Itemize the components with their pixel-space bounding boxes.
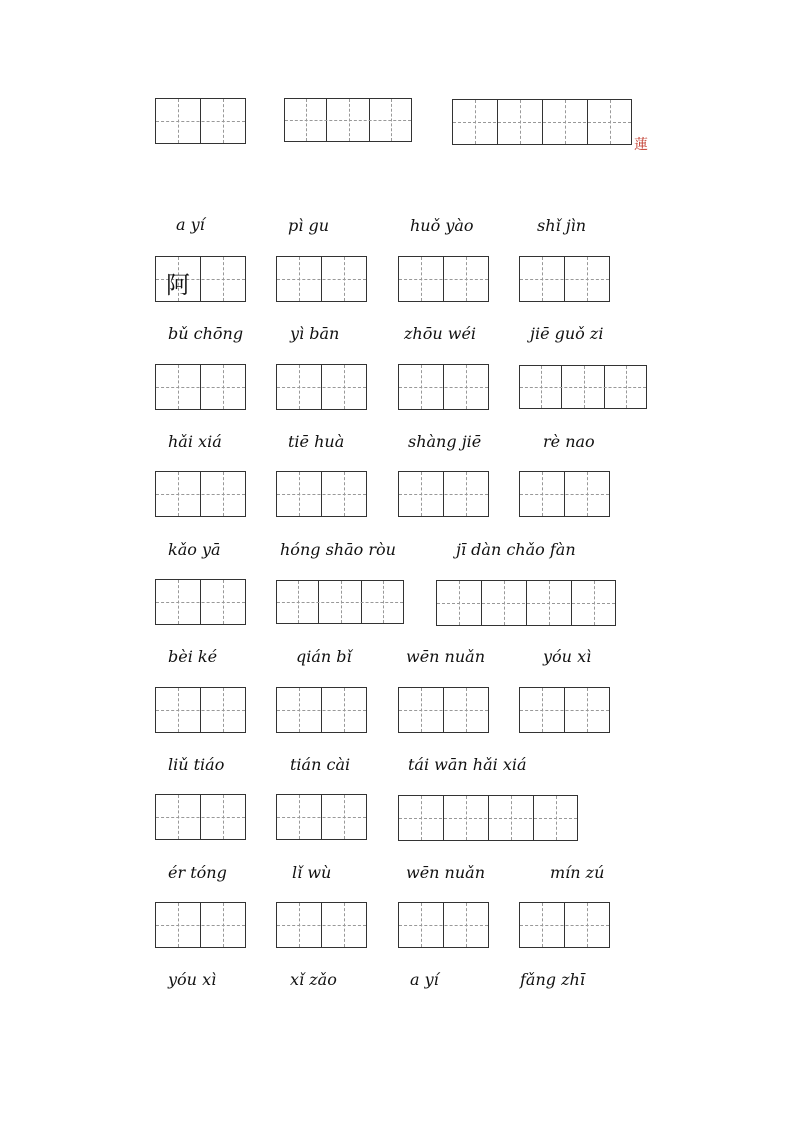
- answer-box[interactable]: [155, 687, 246, 733]
- pinyin-label: bǔ chōng: [168, 324, 244, 343]
- pinyin-label: pì gu: [288, 216, 329, 235]
- pinyin-label: qián bǐ: [296, 647, 352, 666]
- pinyin-label: liǔ tiáo: [168, 755, 225, 774]
- answer-box[interactable]: [519, 902, 610, 948]
- answer-box[interactable]: [155, 364, 246, 410]
- answer-box[interactable]: [276, 256, 367, 302]
- prefilled-character: 阿: [166, 271, 190, 299]
- pinyin-label: fǎng zhī: [520, 970, 585, 989]
- pinyin-label: shǐ jìn: [537, 216, 587, 235]
- answer-box[interactable]: [398, 471, 489, 517]
- answer-box[interactable]: [276, 687, 367, 733]
- answer-box[interactable]: [155, 579, 246, 625]
- pinyin-label: yì bān: [290, 324, 340, 343]
- pinyin-label: tián cài: [290, 755, 351, 774]
- answer-box[interactable]: [398, 795, 578, 841]
- pinyin-label: yóu xì: [543, 647, 592, 666]
- answer-box[interactable]: [155, 471, 246, 517]
- answer-box[interactable]: [519, 256, 610, 302]
- pinyin-label: ér tóng: [168, 863, 227, 882]
- pinyin-label: huǒ yào: [410, 216, 474, 235]
- answer-box[interactable]: [276, 580, 404, 624]
- answer-box[interactable]: [519, 365, 647, 409]
- answer-box[interactable]: [155, 902, 246, 948]
- pinyin-label: xǐ zǎo: [290, 970, 337, 989]
- pinyin-label: a yí: [410, 970, 439, 989]
- pinyin-label: lǐ wù: [292, 863, 332, 882]
- header-box-2[interactable]: [284, 98, 412, 142]
- answer-box[interactable]: [398, 256, 489, 302]
- answer-box[interactable]: [276, 364, 367, 410]
- pinyin-label: bèi ké: [168, 647, 218, 666]
- answer-box[interactable]: [155, 256, 246, 302]
- answer-box[interactable]: [398, 364, 489, 410]
- pinyin-label: wēn nuǎn: [406, 863, 486, 882]
- pinyin-label: hǎi xiá: [168, 432, 222, 451]
- answer-box[interactable]: [519, 471, 610, 517]
- answer-box[interactable]: [398, 902, 489, 948]
- header-box-1[interactable]: [155, 98, 246, 144]
- answer-box[interactable]: [398, 687, 489, 733]
- answer-box[interactable]: [276, 794, 367, 840]
- pinyin-label: jiē guǒ zi: [530, 324, 604, 343]
- pinyin-label: wēn nuǎn: [406, 647, 486, 666]
- answer-box[interactable]: [276, 902, 367, 948]
- pinyin-label: a yí: [176, 215, 205, 234]
- pinyin-label: mín zú: [550, 863, 605, 882]
- pinyin-label: rè nao: [543, 432, 595, 451]
- pinyin-label: jī dàn chǎo fàn: [456, 540, 576, 559]
- pinyin-label: yóu xì: [168, 970, 217, 989]
- pinyin-label: tái wān hǎi xiá: [408, 755, 527, 774]
- pinyin-label: shàng jiē: [408, 432, 482, 451]
- header-box-3[interactable]: [452, 99, 632, 145]
- pinyin-label: tiē huà: [288, 432, 345, 451]
- answer-box[interactable]: [276, 471, 367, 517]
- answer-box[interactable]: [436, 580, 616, 626]
- pinyin-label: kǎo yā: [168, 540, 221, 559]
- pinyin-label: zhōu wéi: [404, 324, 477, 343]
- answer-box[interactable]: [155, 794, 246, 840]
- answer-box[interactable]: [519, 687, 610, 733]
- pinyin-label: hóng shāo ròu: [280, 540, 396, 559]
- header-stamp: 蓮: [634, 137, 648, 153]
